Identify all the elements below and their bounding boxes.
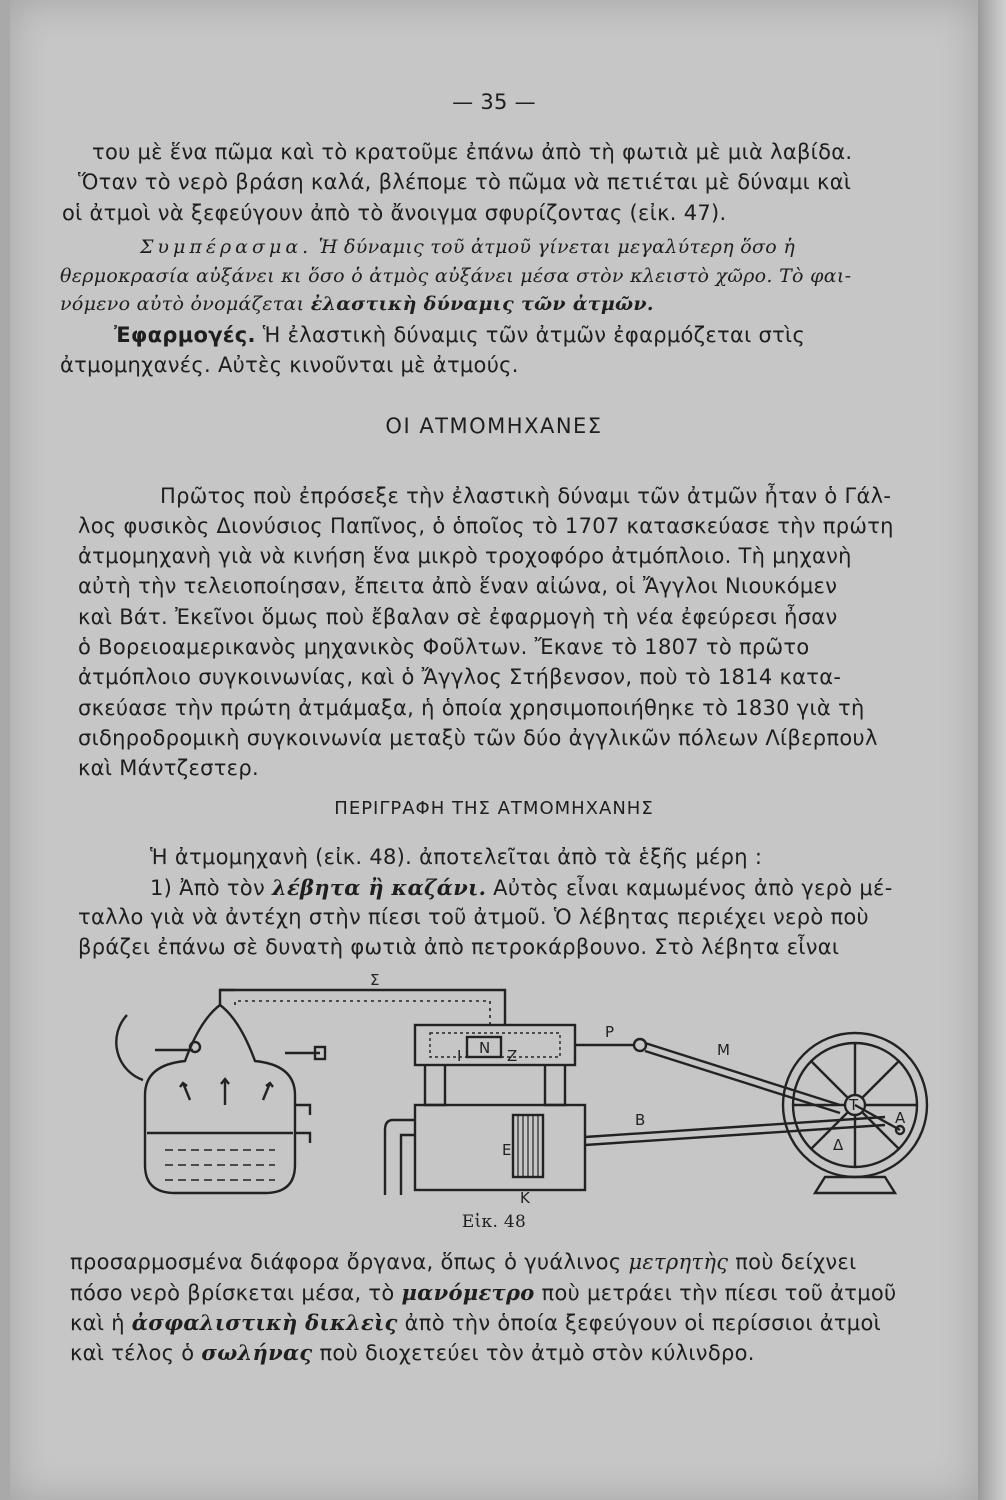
pipe-term: σωλήνας bbox=[201, 1340, 313, 1365]
figure-label: B bbox=[635, 1111, 646, 1129]
text-line: αὐτὴ τὴν τελειοποίησαν, ἔπειτα ἀπὸ ἕναν αἰώνα, οἱ Ἄγγλοι Νιουκόμεν bbox=[78, 574, 838, 598]
figure-label: P bbox=[605, 1023, 615, 1041]
figure-label: A bbox=[895, 1109, 906, 1127]
text-line: Ἡ ἀτμομηχανὴ (εἰκ. 48). ἀποτελεῖται ἀπὸ τὰ ἑξῆς μέρη : bbox=[150, 845, 763, 869]
text-line: ταλλο γιὰ νὰ ἀντέχη στὴν πίεσι τοῦ ἀτμοῦ. Ὁ λέβητας περιέχει νερὸ ποὺ bbox=[78, 905, 870, 929]
text-line: Ὅταν τὸ νερὸ βράση καλά, βλέπομε τὸ πῶμα νὰ πετιέται μὲ δύναμι καὶ bbox=[78, 170, 852, 194]
conclusion-line bbox=[140, 236, 795, 258]
figure-label: Δ bbox=[833, 1136, 844, 1154]
text-line: ἀτμομηχανὴ γιὰ νὰ κινήση ἕνα μικρὸ τροχοφόρο ἀτμόπλοιο. Τὴ μηχανὴ bbox=[78, 544, 852, 568]
page-number: — 35 — bbox=[452, 90, 536, 114]
text-line: του μὲ ἕνα πῶμα καὶ τὸ κρατοῦμε ἐπάνω ἀπὸ τὴ φωτιὰ μὲ μιὰ λαβίδα. bbox=[92, 140, 853, 164]
figure-label: E bbox=[502, 1141, 512, 1159]
figure-caption: Εἰκ. 48 bbox=[461, 1212, 527, 1232]
steam-engine-figure bbox=[105, 965, 935, 1205]
text-line: σκεύασε τὴν πρώτη ἀτμάμαξα, ἡ ὁποία χρησιμοποιήθηκε τὸ 1830 γιὰ τὴ bbox=[78, 696, 865, 720]
boiler-term: λέβητα ἢ καζάνι. bbox=[271, 875, 487, 900]
section-heading: ΟΙ ΑΤΜΟΜΗΧΑΝΕΣ bbox=[385, 414, 603, 438]
manometer-term: μανόμετρο bbox=[401, 1280, 535, 1305]
conclusion-text: Ἡ δύναμις τοῦ ἀτμοῦ γίνεται μεγαλύτερη ὅσο ἡ bbox=[318, 236, 796, 258]
text-line: Πρῶτος ποὺ ἐπρόσεξε τὴν ἐλαστικὴ δύναμι τῶν ἀτμῶν ἦταν ὁ Γάλ- bbox=[160, 484, 892, 508]
figure-label: Σ bbox=[370, 971, 380, 989]
text-line: ὁ Βορειοαμερικανὸς μηχανικὸς Φοῦλτων. Ἔκανε τὸ 1807 τὸ πρῶτο bbox=[78, 635, 810, 659]
boiler-line: 1) Ἀπὸ τὸν λέβητα ἢ καζάνι. Αὐτὸς εἶναι καμωμένος ἀπὸ γερὸ μέ- bbox=[150, 875, 893, 900]
text-line: καὶ Βάτ. Ἐκεῖνοι ὅμως ποὺ ἔβαλαν σὲ ἐφαρμογὴ τὴ νέα ἐφεύρεσι ἦσαν bbox=[78, 605, 838, 629]
text-line: καὶ Μάντζεστερ. bbox=[78, 756, 259, 780]
conclusion-label: Συμπέρασμα. bbox=[140, 236, 313, 258]
text-line: ἀτμόπλοιο συγκοινωνίας, καὶ ὁ Ἄγγλος Στήβενσον, ποὺ τὸ 1814 κατα- bbox=[78, 665, 842, 689]
gauge-term: μετρητὴς bbox=[628, 1250, 729, 1274]
text-line: σιδηροδρομικὴ συγκοινωνία μεταξὺ τῶν δύο ἀγγλικῶν πόλεων Λίβερπουλ bbox=[78, 726, 878, 750]
applications-line: Ἐφαρμογές. Ἡ ἐλαστικὴ δύναμις τῶν ἀτμῶν ἐφαρμόζεται στὶς bbox=[114, 323, 806, 347]
section-heading: ΠΕΡΙΓΡΑΦΗ ΤΗΣ ΑΤΜΟΜΗΧΑΝΗΣ bbox=[334, 798, 654, 819]
instruments-line: προσαρμοσμένα διάφορα ὄργανα, ὅπως ὁ γυάλινος μετρητὴς ποὺ δείχνει bbox=[70, 1250, 857, 1274]
safety-valve-term: ἀσφαλιστικὴ δικλεὶς bbox=[131, 1310, 398, 1335]
scanned-page bbox=[10, 0, 978, 1500]
figure-label: K bbox=[520, 1189, 530, 1205]
text-line: θερμοκρασία αὐξάνει κι ὅσο ὁ ἀτμὸς αὐξάνει μέσα στὸν κλειστὸ χῶρο. Τὸ φαι- bbox=[60, 265, 852, 287]
text-line: οἱ ἀτμοὶ νὰ ξεφεύγουν ἀπὸ τὸ ἄνοιγμα σφυρίζοντας (εἰκ. 47). bbox=[62, 201, 727, 225]
instruments-line: καὶ ἡ ἀσφαλιστικὴ δικλεὶς ἀπὸ τὴν ὁποία ξεφεύγουν οἱ περίσσιοι ἀτμοὶ bbox=[70, 1310, 882, 1335]
text-line: ἀτμομηχανές. Αὐτὲς κινοῦνται μὲ ἀτμούς. bbox=[60, 353, 519, 377]
text-line: βράζει ἐπάνω σὲ δυνατὴ φωτιὰ ἀπὸ πετροκάρβουνο. Στὸ λέβητα εἶναι bbox=[78, 935, 840, 959]
instruments-line: πόσο νερὸ βρίσκεται μέσα, τὸ μανόμετρο ποὺ μετράει τὴν πίεσι τοῦ ἀτμοῦ bbox=[70, 1280, 897, 1305]
figure-label: N bbox=[479, 1039, 491, 1057]
figure-label: Z bbox=[507, 1047, 518, 1065]
figure-label: M bbox=[717, 1041, 730, 1059]
figure-label: T bbox=[849, 1096, 859, 1114]
figure-label: I bbox=[457, 1047, 462, 1065]
page-gutter bbox=[978, 0, 1006, 1500]
instruments-line: καὶ τέλος ὁ σωλήνας ποὺ διοχετεύει τὸν ἀτμὸ στὸν κύλινδρο. bbox=[70, 1340, 755, 1365]
elastic-force-term: ἐλαστικὴ δύναμις τῶν ἀτμῶν. bbox=[310, 293, 654, 315]
text-line: λος φυσικὸς Διονύσιος Παπῖνος, ὁ ὁποῖος τὸ 1707 κατασκεύασε τὴν πρώτη bbox=[78, 514, 894, 538]
definition-line: νόμενο αὐτὸ ὀνομάζεται ἐλαστικὴ δύναμις τῶν ἀτμῶν. bbox=[60, 293, 654, 315]
applications-label: Ἐφαρμογές. bbox=[114, 323, 256, 347]
